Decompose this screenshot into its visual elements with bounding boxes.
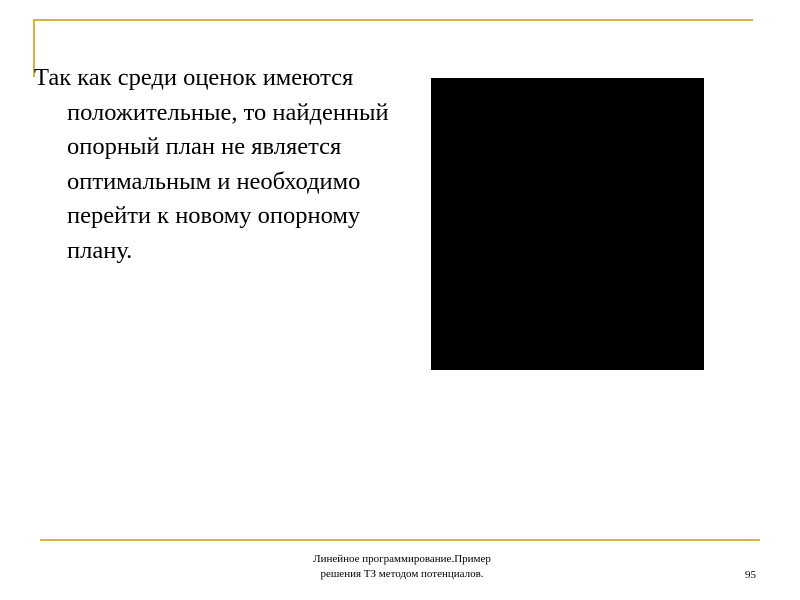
- page-number: 95: [745, 569, 756, 581]
- body-text: Так как среди оценок имеются положительные, то найденный опорный план не является оптимальным и необходимо перейти к новому опорному плану.: [34, 64, 389, 264]
- footer-line-2: решения ТЗ методом потенциалов.: [320, 568, 484, 580]
- footer-line-1: Линейное программирование.Пример: [313, 553, 491, 565]
- bottom-rule: [40, 539, 760, 541]
- top-rule: [33, 19, 753, 21]
- image-placeholder: [431, 78, 704, 370]
- footer-text: [276, 552, 528, 582]
